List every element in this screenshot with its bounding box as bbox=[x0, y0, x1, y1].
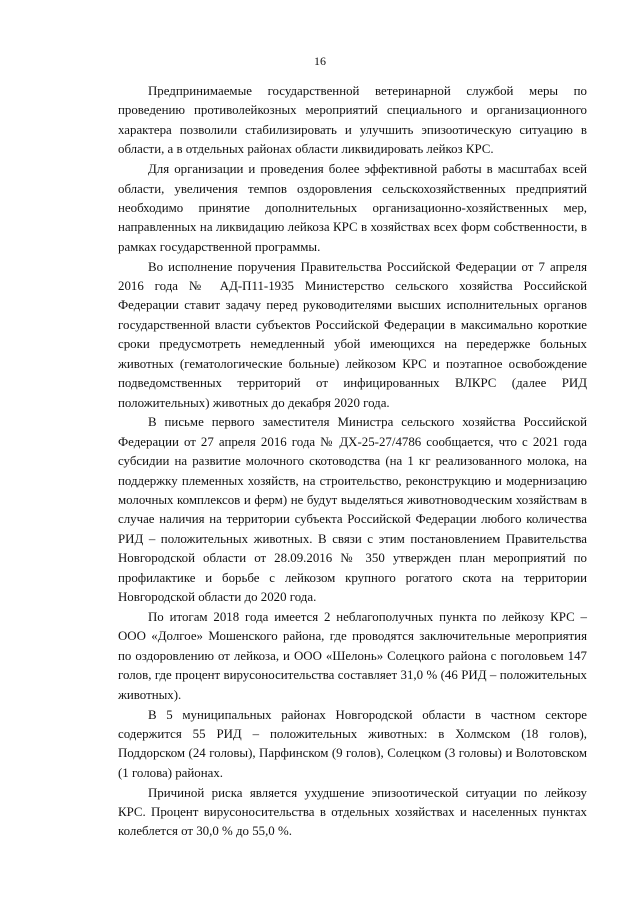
page-number: 16 bbox=[314, 54, 326, 68]
paragraph: В 5 муниципальных районах Новгородской области в частном секторе содержится 55 РИД – положительных животных: в Холмском (18 голов), Поддорском (24 головы), Парфинском (9 голов), Солецком (3 головы) и Волотовском (1 голова) районах. bbox=[118, 707, 587, 780]
paragraph: В письме первого заместителя Министра сельского хозяйства Российской Федерации от 27 апреля 2016 года № ДХ-25-27/4786 сообщается, что с 2021 года субсидии на развитие молочного скотоводства (на 1 кг реализованного молока, на поддержку племенных хозяйств, на строительство, реконструкцию и модернизацию молочных комплексов и ферм) не будут выделяться животноводческим хозяйствам в случае наличия на территории субъекта Российской Федерации любого количества РИД – положительных животных. В связи с этим постановлением Правительства Новгородской области от 28.09.2016 № 350 утвержден план мероприятий по профилактике и борьбе с лейкозом крупного рогатого скота на территории Новгородской области до 2020 года. bbox=[118, 415, 587, 605]
document-body bbox=[118, 82, 587, 842]
paragraph: Для организации и проведения более эффективной работы в масштабах всей области, увеличения темпов оздоровления сельскохозяйственных предприятий необходимо принятие дополнительных организационно-хозяйственных мер, направленных на ликвидацию лейкоза КРС в хозяйствах всех форм собственности, в рамках государственной программы. bbox=[118, 162, 587, 254]
paragraph: Причиной риска является ухудшение эпизоотической ситуации по лейкозу КРС. Процент вирусоносительства в отдельных хозяйствах и населенных пунктах колеблется от 30,0 % до 55,0 %. bbox=[118, 785, 587, 839]
paragraph: Предпринимаемые государственной ветеринарной службой меры по проведению противолейкозных мероприятий специального и организационного характера позволили стабилизировать и улучшить эпизоотическую ситуацию в области, а в отдельных районах области ликвидировать лейкоз КРС. bbox=[118, 84, 587, 157]
paragraph: Во исполнение поручения Правительства Российской Федерации от 7 апреля 2016 года № АД-П11-1935 Министерство сельского хозяйства Российской Федерации ставит задачу перед руководителями высших исполнительных органов государственной власти субъектов Российской Федерации в максимально короткие сроки предусмотреть немедленный убой имеющихся на передержке больных животных (гематологические больные) лейкозом КРС и поэтапное освобождение подведомственных территорий от инфицированных ВЛКРС (далее РИД положительных) животных до декабря 2020 года. bbox=[118, 259, 587, 410]
paragraph: По итогам 2018 года имеется 2 неблагополучных пункта по лейкозу КРС – ООО «Долгое» Мошенского района, где проводятся заключительные мероприятия по оздоровлению от лейкоза, и ООО «Шелонь» Солецкого района с поголовьем 147 голов, где процент вирусоносительства составляет 31,0 % (46 РИД – положительных животных). bbox=[118, 609, 587, 702]
